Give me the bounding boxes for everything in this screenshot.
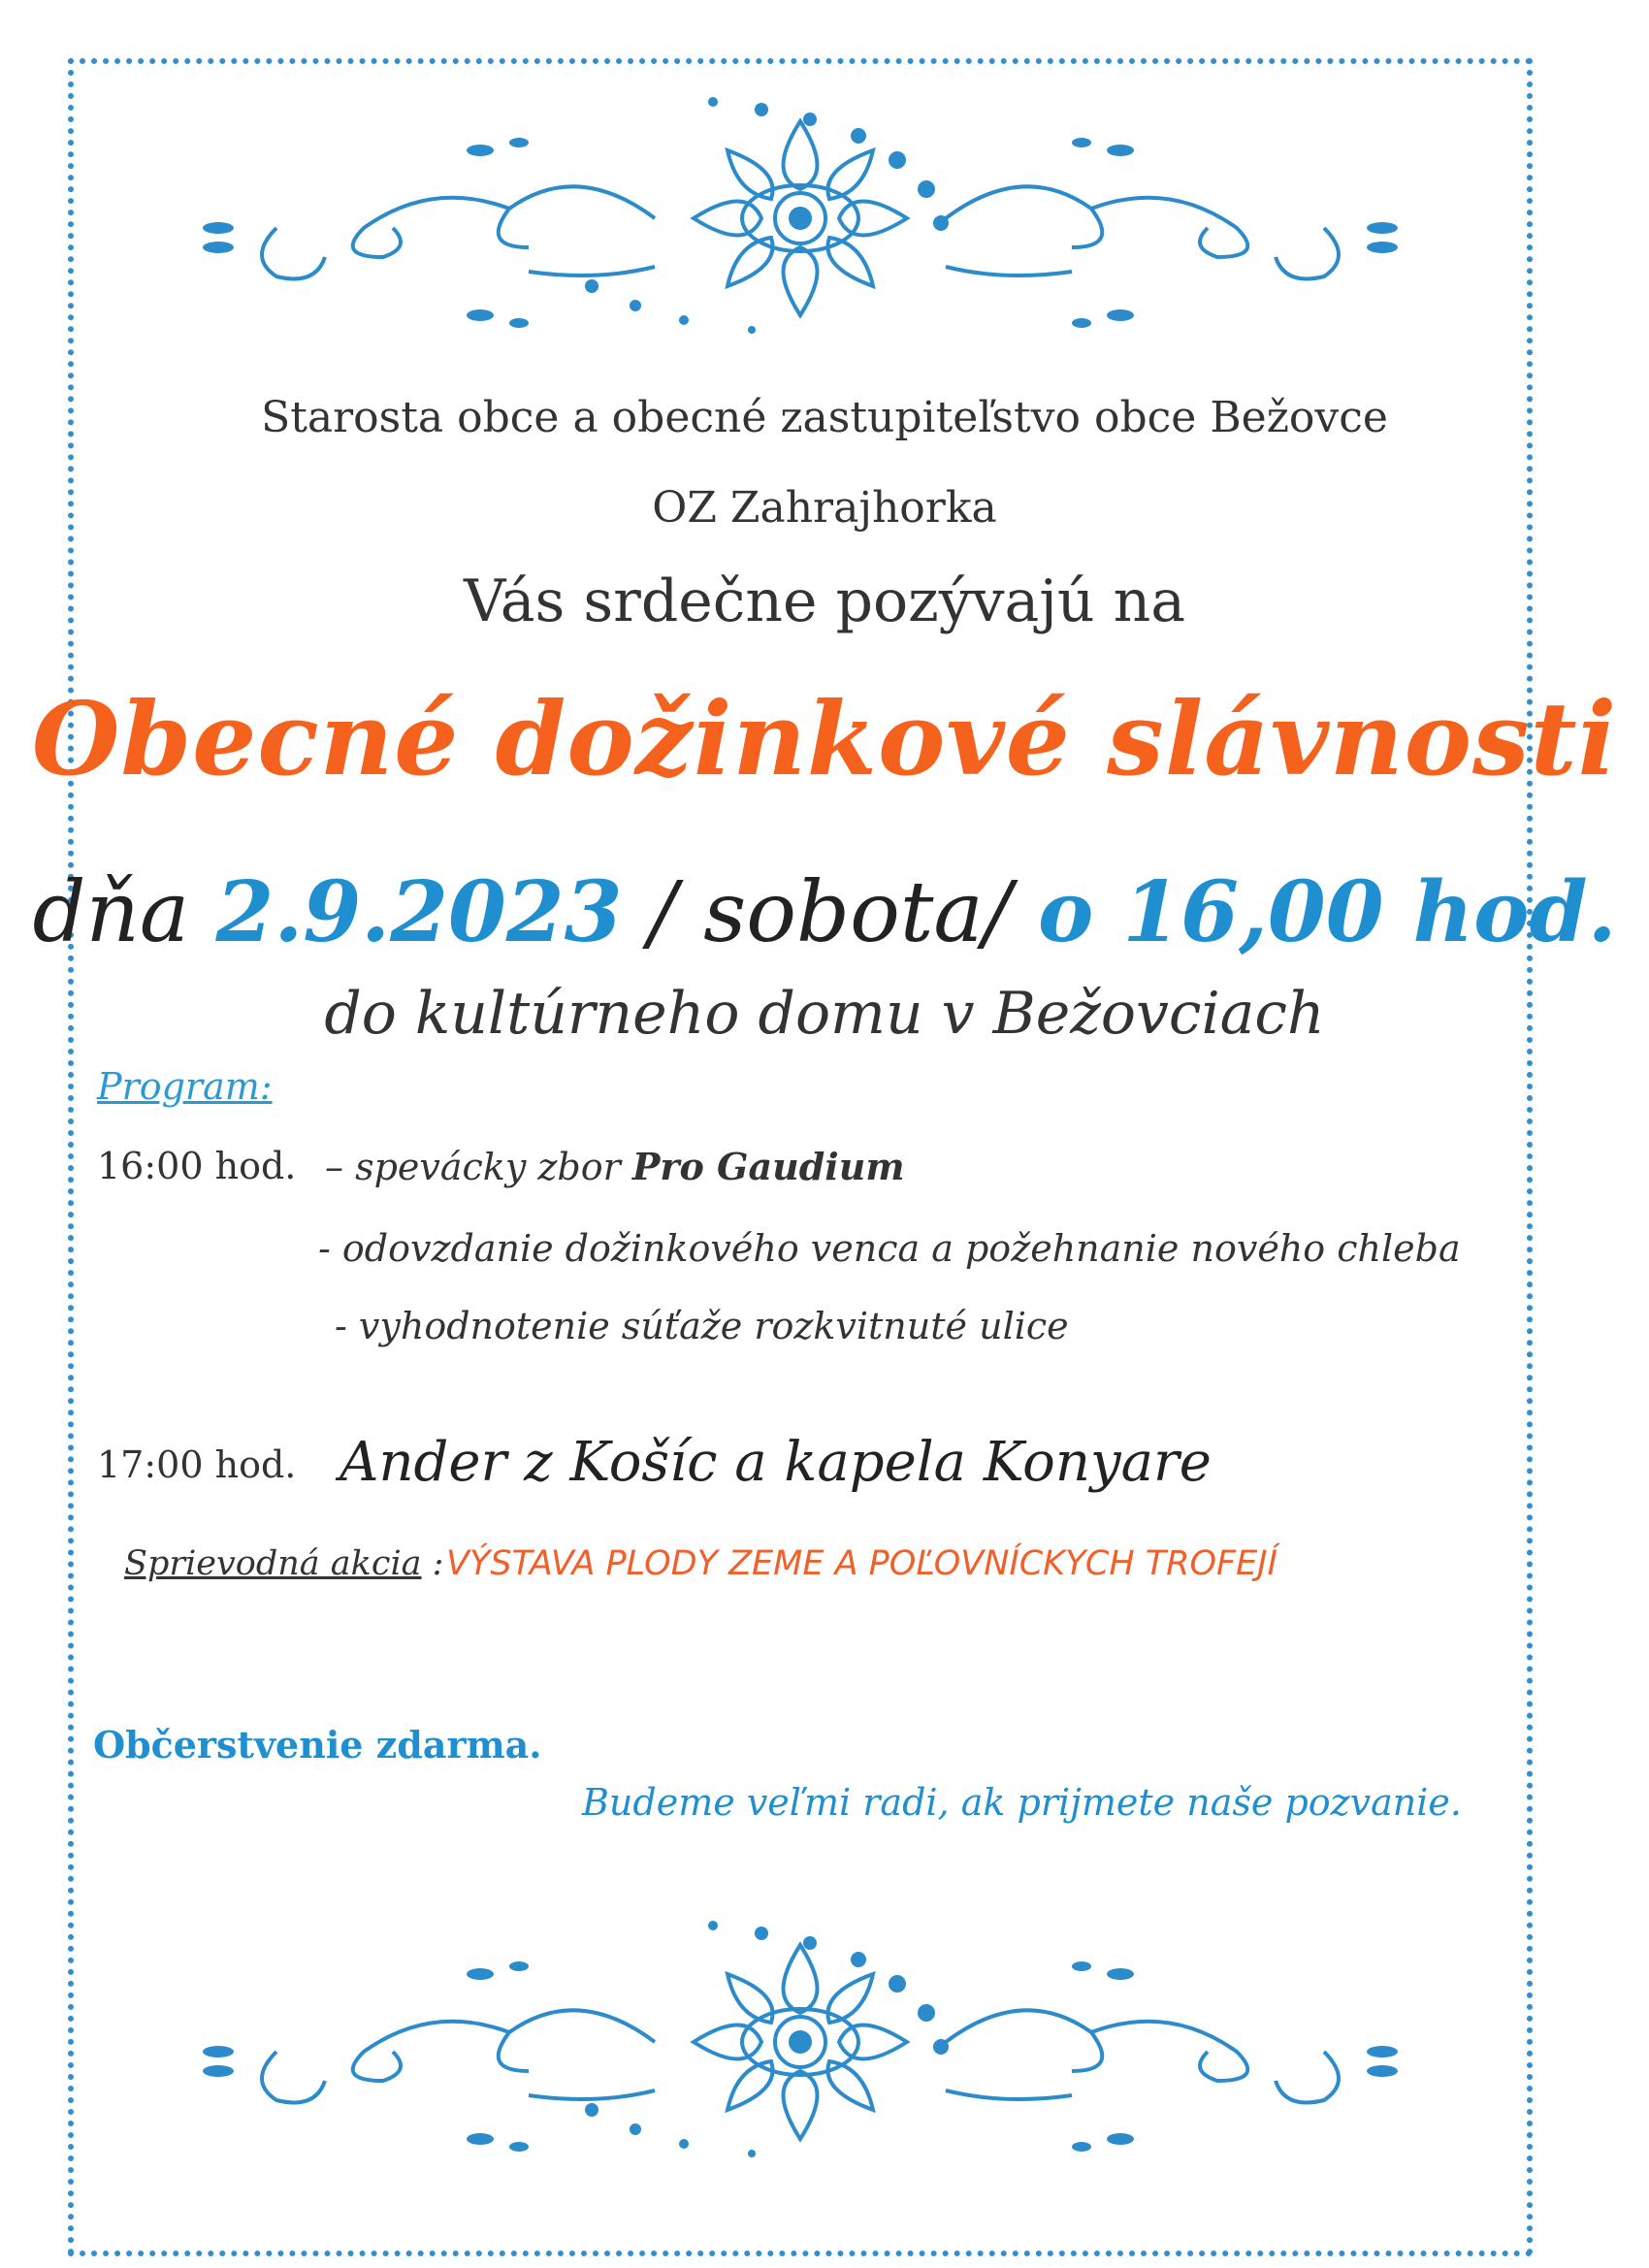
date-prefix: dňa <box>32 864 190 961</box>
choir-name: Pro Gaudium <box>631 1145 905 1188</box>
event-time: o 16,00 hod. <box>1038 863 1617 961</box>
top-ornament-icon <box>189 82 1411 354</box>
organization-name: OZ Zahrajhorka <box>652 483 997 533</box>
host-line: Starosta obce a obecné zastupiteľstvo obce Bežovce <box>261 393 1388 442</box>
event-weekday: / sobota/ <box>648 864 1012 961</box>
bottom-ornament-icon <box>189 1906 1411 2178</box>
event-title: Obecné dožinkové slávnosti <box>31 679 1618 798</box>
invitation-line: Vás srdečne pozývajú na <box>463 567 1186 635</box>
closing-line: Budeme veľmi radi, ak prijmete naše pozvanie. <box>582 1781 1462 1824</box>
program-time: 17:00 hod. <box>97 1443 297 1486</box>
side-event-label: Sprievodná akcia : <box>124 1544 444 1583</box>
event-date: 2.9.2023 <box>215 863 623 961</box>
program-heading: Program: <box>97 1065 273 1108</box>
program-time: 16:00 hod. <box>97 1145 297 1187</box>
side-event-value: VÝSTAVA PLODY ZEME A POĽOVNÍCKYCH TROFEJÍ <box>446 1544 1277 1583</box>
program-item: Ander z Košíc a kapela Konyare <box>340 1431 1212 1494</box>
refreshments-note: Občerstvenie zdarma. <box>93 1723 542 1766</box>
program-item: - odovzdanie dožinkového venca a požehnanie nového chleba <box>318 1227 1461 1270</box>
event-venue: do kultúrneho domu v Bežovciach <box>324 980 1325 1048</box>
program-item: - vyhodnotenie súťaže rozkvitnuté ulice <box>335 1305 1069 1347</box>
event-date-line <box>0 863 1649 961</box>
program-item: – spevácky zbor Pro Gaudium <box>325 1145 905 1188</box>
